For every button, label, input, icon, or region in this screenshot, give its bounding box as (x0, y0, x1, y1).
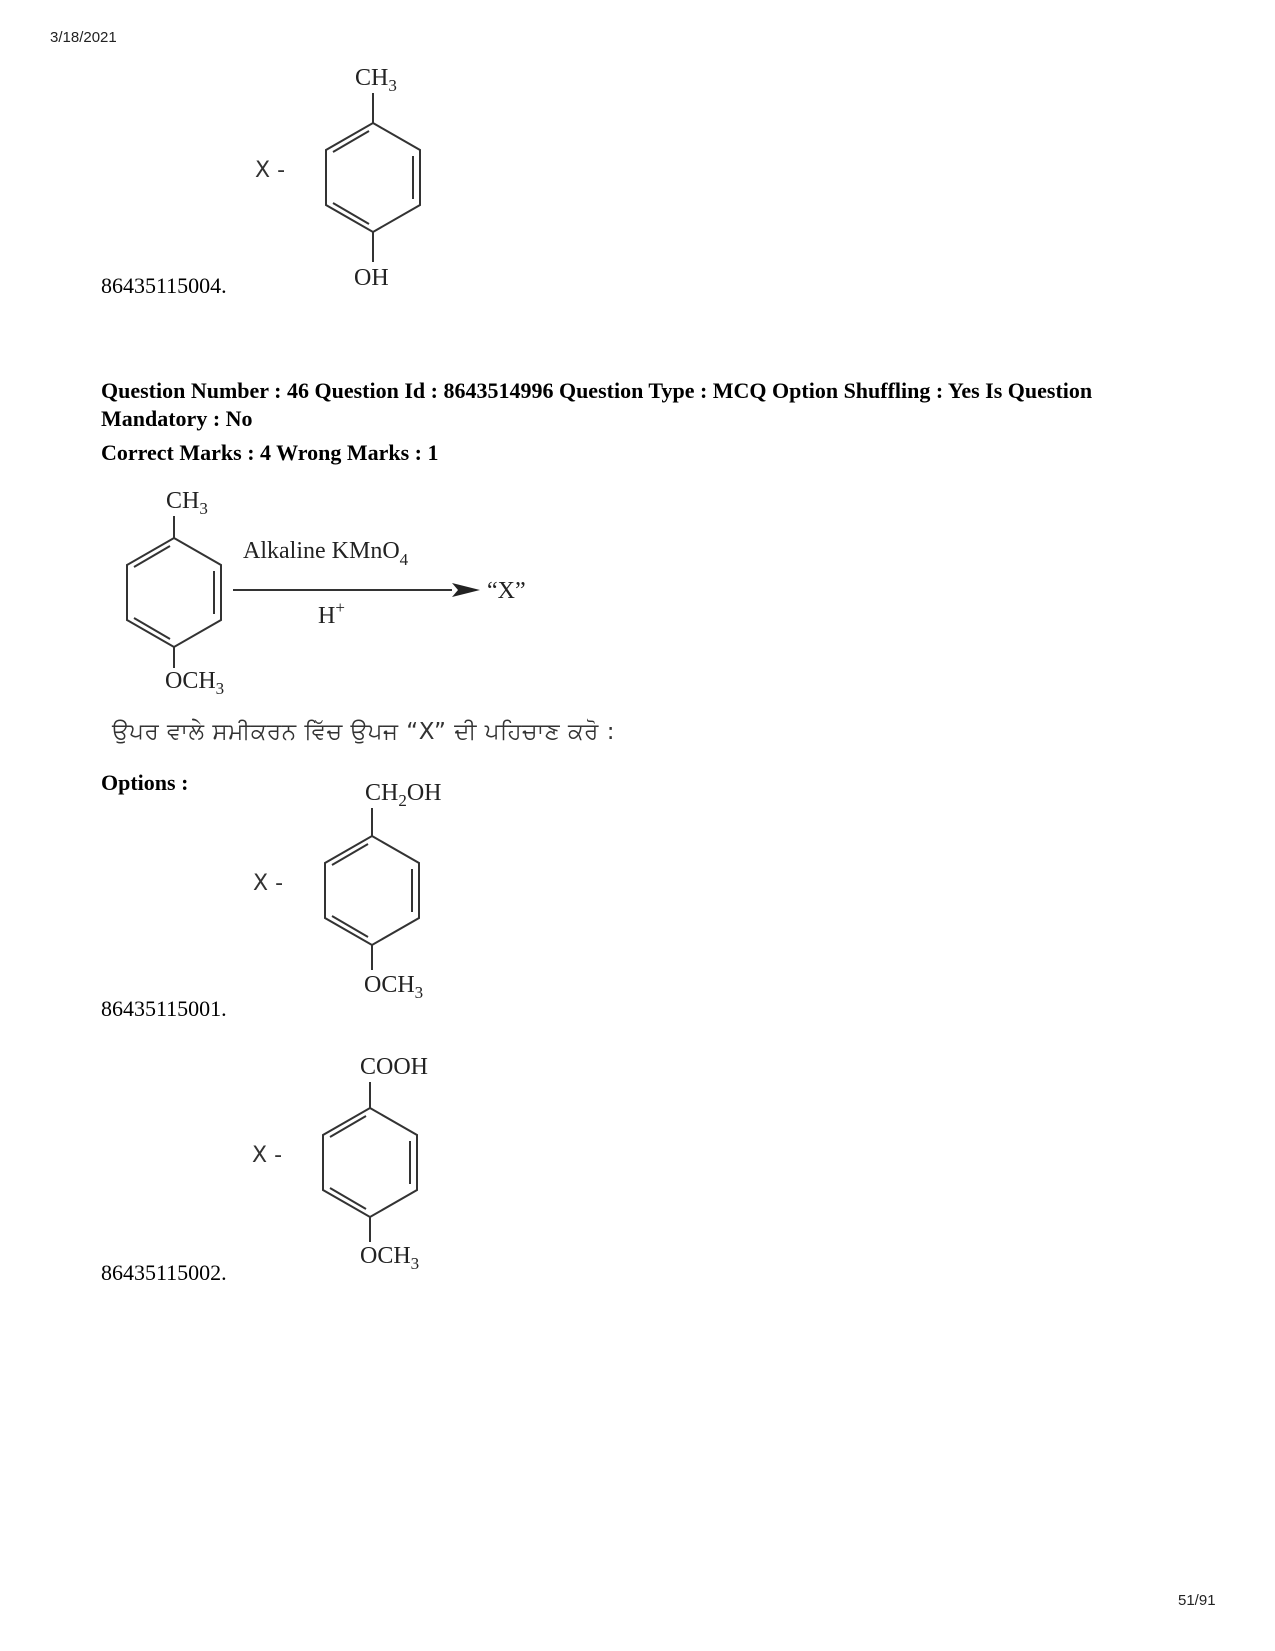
benzene-ring-icon (323, 1108, 417, 1217)
benzene-ring-icon (326, 123, 420, 232)
top-group-ch3: $CH_3$ (355, 65, 397, 95)
option-id-86435115002: 86435115002. (101, 1260, 227, 1285)
bottom-group-och3: $OCH_3$ (360, 1243, 420, 1273)
benzene-ring-icon (325, 836, 419, 945)
benzene-ring-icon (127, 538, 221, 647)
top-group-ch2oh: $CH_2OH$ (365, 780, 442, 810)
option-structure-86435115004 (230, 55, 450, 291)
reactant-bottom-och3: $OCH_3$ (165, 668, 225, 698)
bottom-group-och3: $OCH_3$ (364, 972, 424, 1002)
question-marks: Correct Marks : 4 Wrong Marks : 1 (101, 440, 439, 465)
page-date: 3/18/2021 (50, 29, 117, 46)
question-header: Question Number : 46 Question Id : 8643514996 Question Type : MCQ Option Shuffling : Yes Is Question Mandatory : No (101, 378, 1093, 431)
option-id-86435115004: 86435115004. (101, 273, 227, 298)
top-group-cooh: COOH (360, 1054, 429, 1080)
x-label: X - (253, 871, 284, 896)
product-x: “X” (487, 578, 526, 604)
question-text: ਉਪਰ ਵਾਲੇ ਸਮੀਕਰਨ ਵਿੱਚ ਉਪਜ “X” ਦੀ ਪਹਿਚਾਣ ਕਰੋ : (112, 719, 615, 745)
arrow-head-icon (452, 583, 480, 597)
reactant-top-ch3: $CH_3$ (166, 488, 208, 518)
x-label: X - (252, 1143, 283, 1168)
bottom-group-oh: OH (354, 265, 389, 291)
x-label: X - (255, 158, 286, 183)
option-structure-86435115002 (240, 1050, 470, 1273)
reaction-scheme (110, 478, 560, 698)
reagent-below: H+ (318, 598, 345, 629)
reagent-above: Alkaline KMnO$_4$ (243, 538, 409, 569)
option-structure-86435115001 (240, 770, 470, 1002)
options-label: Options : (101, 770, 189, 795)
option-id-86435115001: 86435115001. (101, 996, 227, 1021)
page-number: 51/91 (1178, 1592, 1216, 1609)
